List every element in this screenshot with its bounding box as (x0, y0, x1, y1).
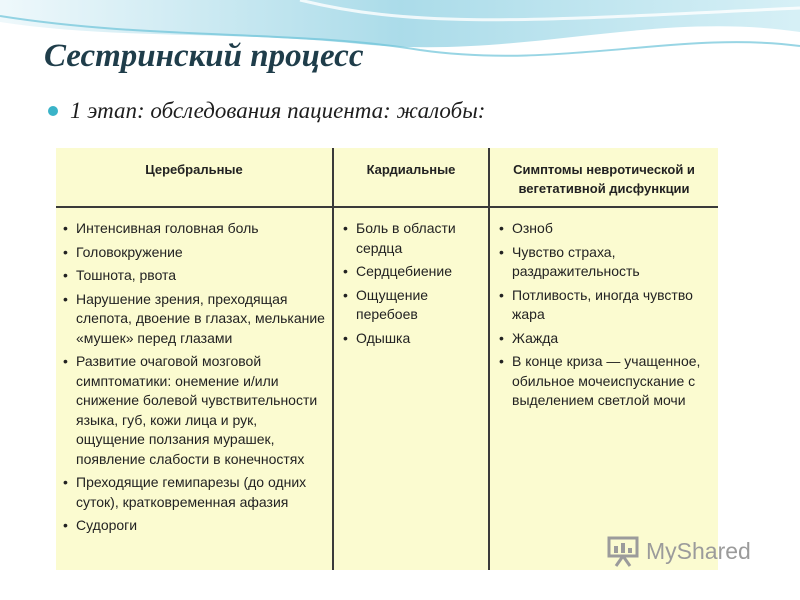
list-item: • Головокружение (62, 243, 326, 263)
subtitle-line (48, 98, 485, 124)
list-item: • Чувство страха, раздражительность (498, 243, 712, 282)
slide-title: Сестринский процесс (44, 38, 364, 74)
bullet-dot-icon (48, 106, 58, 116)
column-list-neurotic (490, 208, 718, 411)
myshared-watermark (606, 534, 751, 568)
list-item: • Развитие очаговой мозговой симптоматики: онемение и/или снижение болевой чувствительности языка, губ, кожи лица и рук, ощущение ползания мурашек, появление слабости в конечностях (62, 352, 326, 469)
list-item: • Сердцебиение (342, 262, 482, 282)
list-item: • В конце криза — учащенное, обильное мочеиспускание с выделением светлой мочи (498, 352, 712, 411)
watermark-text: MyShared (646, 537, 751, 564)
list-item: • Ощущение перебоев (342, 286, 482, 325)
column-list-cardiac (334, 208, 488, 348)
list-item: • Одышка (342, 329, 482, 349)
list-item: • Нарушение зрения, преходящая слепота, двоение в глазах, мелькание «мушек» перед глазами (62, 290, 326, 349)
list-item: • Потливость, иногда чувство жара (498, 286, 712, 325)
column-header-neurotic: Симптомы невротической и вегетативной дисфункции (490, 148, 718, 208)
presentation-board-icon (606, 534, 640, 568)
column-header-cardiac: Кардиальные (334, 148, 488, 208)
list-item: • Озноб (498, 219, 712, 239)
column-cerebral (56, 148, 332, 570)
column-header-cerebral: Церебральные (56, 148, 332, 208)
column-cardiac (332, 148, 488, 570)
list-item: • Тошнота, рвота (62, 266, 326, 286)
column-list-cerebral (56, 208, 332, 536)
list-item: • Преходящие гемипарезы (до одних суток), кратковременная афазия (62, 473, 326, 512)
list-item: • Жажда (498, 329, 712, 349)
list-item: • Интенсивная головная боль (62, 219, 326, 239)
list-item: • Судороги (62, 516, 326, 536)
list-item: • Боль в области сердца (342, 219, 482, 258)
column-neurotic (488, 148, 718, 570)
subtitle-text: 1 этап: обследования пациента: жалобы: (70, 98, 486, 123)
complaints-table (56, 148, 718, 570)
